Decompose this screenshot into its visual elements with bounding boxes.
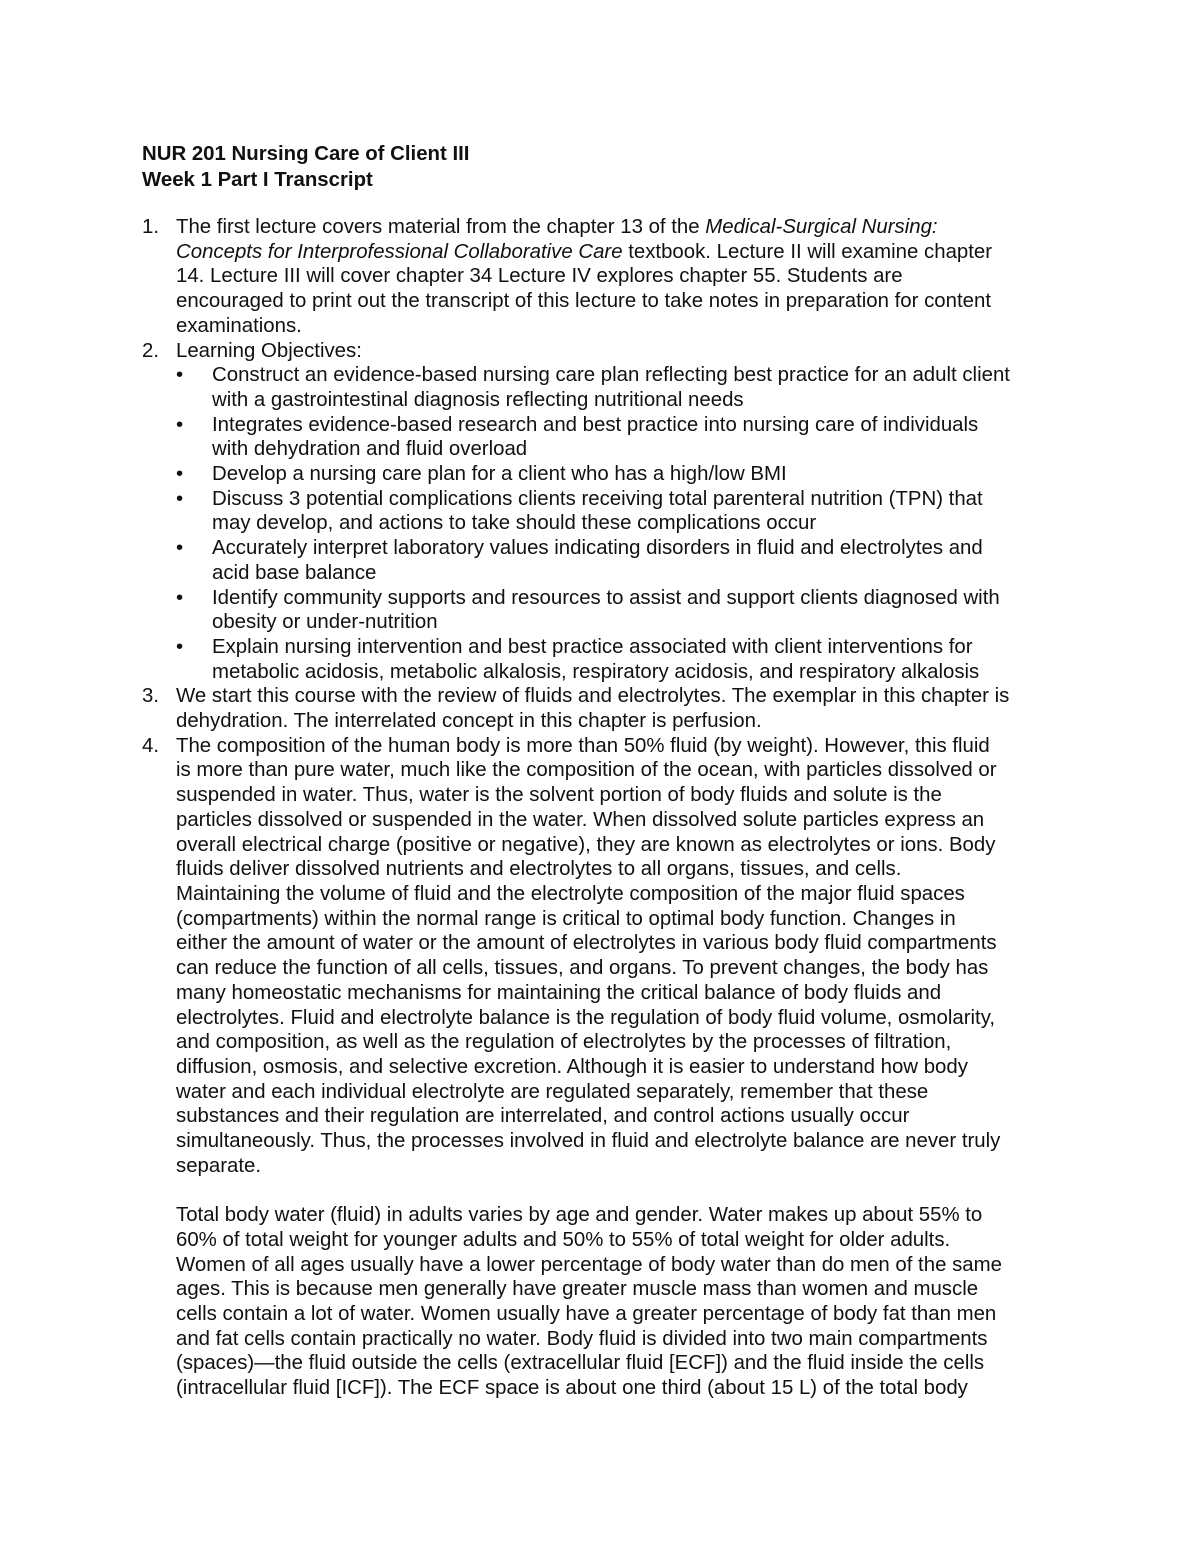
text-line: particles dissolved or suspended in the water. When dissolved solute particles express an [176, 808, 985, 831]
text-line: suspended in water. Thus, water is the solvent portion of body fluids and solute is the [176, 784, 942, 807]
text-line: dehydration. The interrelated concept in this chapter is perfusion. [176, 710, 762, 733]
list-number: 4. [142, 734, 160, 757]
document-body [142, 215, 1082, 1401]
text-line: cells contain a lot of water. Women usually have a greater percentage of body fat than men [176, 1302, 997, 1325]
objective-text-line: Discuss 3 potential complications clients receiving total parenteral nutrition (TPN) that [212, 487, 983, 510]
text-line: (compartments) within the normal range is critical to optimal body function. Changes in [176, 907, 956, 930]
text-line: and fat cells contain practically no water. Body fluid is divided into two main compartments [176, 1327, 988, 1350]
text-line: (spaces)—the fluid outside the cells (extracellular fluid [ECF]) and the fluid inside the cells [176, 1352, 985, 1375]
bullet-icon: • [176, 487, 184, 510]
objectives-heading: Learning Objectives: [176, 339, 362, 362]
text-line: either the amount of water or the amount of electrolytes in various body fluid compartments [176, 932, 997, 955]
list-number: 1. [142, 216, 160, 238]
objective-text-line: Integrates evidence-based research and best practice into nursing care of individuals [212, 413, 979, 436]
text-line: We start this course with the review of fluids and electrolytes. The exemplar in this chapter is [176, 685, 1010, 708]
bullet-icon: • [176, 586, 184, 609]
text-line [176, 215, 1082, 240]
objective-text-line: with a gastrointestinal diagnosis reflecting nutritional needs [212, 388, 744, 411]
objective-text-line: Construct an evidence-based nursing care plan reflecting best practice for an adult client [212, 364, 1010, 387]
text-line: Total body water (fluid) in adults varies by age and gender. Water makes up about 55% to [176, 1204, 983, 1227]
bullet-icon: • [176, 364, 184, 387]
objective-text-line: may develop, and actions to take should these complications occur [212, 512, 817, 535]
bullet-icon: • [176, 635, 184, 658]
book-title-part-1: Medical-Surgical Nursing: [705, 216, 938, 238]
item-paragraph-2 [176, 1203, 1082, 1401]
objective-text-line: obesity or under-nutrition [212, 611, 438, 634]
text-line: ages. This is because men generally have greater muscle mass than women and muscle [176, 1278, 979, 1301]
text-line: 14. Lecture III will cover chapter 34 Lecture IV explores chapter 55. Students are [176, 265, 903, 288]
text-line: diffusion, osmosis, and selective excretion. Although it is easier to understand how body [176, 1055, 968, 1078]
objectives-list [176, 363, 1082, 684]
list-number: 3. [142, 685, 160, 708]
text-line: overall electrical charge (positive or negative), they are known as electrolytes or ions. Body [176, 833, 996, 856]
objective-item [176, 635, 1082, 684]
objective-text-line: Develop a nursing care plan for a client who has a high/low BMI [212, 463, 787, 486]
bullet-icon: • [176, 537, 184, 560]
text-line: Women of all ages usually have a lower percentage of body water than do men of the same [176, 1253, 1002, 1276]
objective-text-line: Accurately interpret laboratory values indicating disorders in fluid and electrolytes and [212, 537, 983, 560]
text-line: fluids deliver dissolved nutrients and electrolytes to all organs, tissues, and cells. [176, 858, 902, 881]
objective-item [176, 363, 1082, 412]
text-line: and composition, as well as the regulation of electrolytes by the processes of filtration, [176, 1031, 952, 1054]
text-line: substances and their regulation are interrelated, and control actions usually occur [176, 1105, 910, 1128]
list-item-3 [142, 684, 1082, 733]
text-line: encouraged to print out the transcript of this lecture to take notes in preparation for content [176, 290, 991, 313]
list-item-2 [142, 339, 1082, 685]
text-line [176, 240, 1082, 265]
bullet-icon: • [176, 413, 184, 436]
text-line: The composition of the human body is more than 50% fluid (by weight). However, this fluid [176, 734, 990, 757]
item-paragraph-1 [176, 734, 1082, 1179]
objective-item [176, 413, 1082, 462]
document-subtitle: Week 1 Part I Transcript [142, 169, 373, 191]
text-line: simultaneously. Thus, the processes involved in fluid and electrolyte balance are never truly [176, 1130, 1001, 1153]
text-line: separate. [176, 1154, 262, 1177]
text-line: many homeostatic mechanisms for maintaining the critical balance of body fluids and [176, 981, 942, 1004]
bullet-icon: • [176, 463, 184, 486]
text-segment: The first lecture covers material from the chapter 13 of the [176, 216, 706, 238]
objective-item [176, 536, 1082, 585]
list-number: 2. [142, 339, 160, 362]
objective-text-line: Explain nursing intervention and best practice associated with client interventions for [212, 635, 973, 658]
title-block [142, 141, 1102, 193]
item-text [176, 684, 1082, 733]
document-title: NUR 201 Nursing Care of Client III [142, 143, 470, 165]
text-segment: textbook. Lecture II will examine chapter [622, 240, 993, 263]
objective-text-line: Identify community supports and resources to assist and support clients diagnosed with [212, 586, 1000, 609]
objective-item [176, 586, 1082, 635]
text-line: examinations. [176, 314, 302, 337]
text-line: can reduce the function of all cells, tissues, and organs. To prevent changes, the body has [176, 957, 989, 980]
text-line: Maintaining the volume of fluid and the electrolyte composition of the major fluid spaces [176, 882, 965, 905]
list-item-1 [142, 215, 1082, 339]
objective-text-line: metabolic acidosis, metabolic alkalosis, respiratory acidosis, and respiratory alkalosis [212, 660, 980, 683]
text-line: is more than pure water, much like the composition of the ocean, with particles dissolved or [176, 759, 997, 782]
list-item-4 [142, 734, 1082, 1401]
objective-item [176, 487, 1082, 536]
objective-text-line: acid base balance [212, 561, 377, 584]
text-line: water and each individual electrolyte are regulated separately, remember that these [176, 1080, 929, 1103]
objective-item [176, 462, 1082, 487]
paragraph-gap [176, 1178, 1082, 1203]
text-line: 60% of total weight for younger adults and 50% to 55% of total weight for older adults. [176, 1228, 951, 1251]
objective-text-line: with dehydration and fluid overload [212, 438, 528, 461]
text-line: electrolytes. Fluid and electrolyte balance is the regulation of body fluid volume, osmolarity, [176, 1006, 996, 1029]
book-title-part-2: Concepts for Interprofessional Collaborative Care [176, 240, 623, 263]
text-line: (intracellular fluid [ICF]). The ECF space is about one third (about 15 L) of the total body [176, 1377, 968, 1400]
